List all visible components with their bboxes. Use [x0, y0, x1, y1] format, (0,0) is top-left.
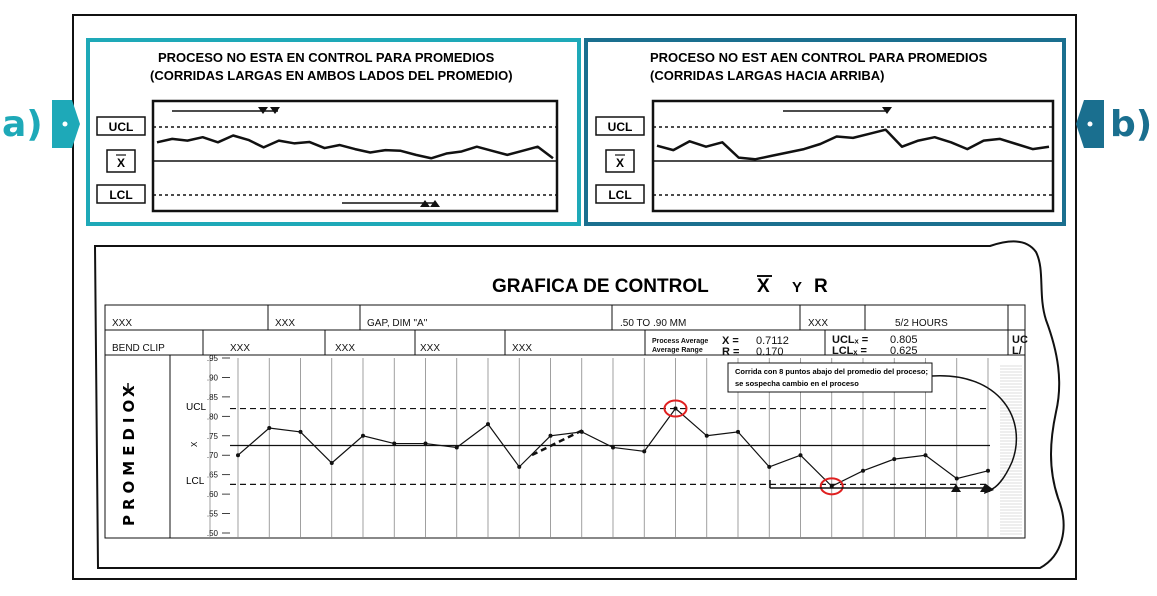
data-point: [642, 449, 646, 453]
data-point: [549, 434, 553, 438]
panel-b-title-2: (CORRIDAS LARGAS HACIA ARRIBA): [650, 68, 885, 83]
truncated-l: L/: [1012, 345, 1022, 357]
data-point: [799, 453, 803, 457]
form-title: GRAFICA DE CONTROL: [492, 276, 709, 297]
panel-b-title-1: PROCESO NO EST AEN CONTROL PARA PROMEDIOS: [650, 50, 988, 65]
data-point: [705, 434, 709, 438]
annotation-line-2: se sospecha cambio en el proceso: [735, 379, 859, 388]
panel-a-title-1: PROCESO NO ESTA EN CONTROL PARA PROMEDIOS: [158, 50, 495, 65]
operation-value: BEND CLIP: [112, 343, 165, 354]
pointer-b-dot: [1088, 122, 1093, 127]
data-point: [330, 461, 334, 465]
ytick-label: .55: [206, 509, 218, 519]
ytick-label: .65: [206, 470, 218, 480]
measurement-value: XXX: [512, 343, 533, 354]
ytick-label: .95: [206, 354, 218, 363]
ytick-label: .75: [206, 431, 218, 441]
characteristic-no-value: XXX: [275, 318, 296, 329]
lcl-value: 0.625: [890, 345, 918, 357]
form-title-y: Y: [792, 279, 803, 296]
truncated-uc: UC: [1012, 334, 1028, 346]
subgroup-size-value: XXX: [808, 318, 829, 329]
pointer-a-dot: [63, 122, 68, 127]
data-point: [299, 430, 303, 434]
lcl-tag: LCL: [186, 476, 205, 487]
label-b: b): [1110, 104, 1153, 145]
gage-value: XXX: [335, 343, 356, 354]
data-point: [674, 407, 678, 411]
data-point: [517, 465, 521, 469]
panel-a-xbar-label: X: [116, 156, 126, 170]
data-point: [767, 465, 771, 469]
panel-a-title-2: (CORRIDAS LARGAS EN AMBOS LADOS DEL PROMEDIO): [150, 68, 513, 83]
ytick-label: .60: [206, 490, 218, 500]
unit-value: XXX: [420, 343, 441, 354]
ucl-label: UCLₓ =: [832, 334, 869, 346]
xbar-value: 0.7112: [756, 335, 789, 347]
data-point: [455, 445, 459, 449]
data-point: [486, 422, 490, 426]
ucl-value: 0.805: [890, 334, 918, 346]
rbar-label: R =: [722, 346, 740, 358]
process-average-label: Process Average: [652, 338, 709, 345]
data-point: [986, 469, 990, 473]
part-name-value: XXX: [112, 318, 133, 329]
ucl-tag: UCL: [186, 402, 207, 413]
data-point: [361, 434, 365, 438]
ylabel-x: X: [120, 385, 138, 397]
panel-a-lcl-label: LCL: [109, 188, 133, 202]
data-point: [892, 457, 896, 461]
lcl-label: LCLₓ =: [832, 345, 867, 357]
form-title-x: X: [757, 276, 770, 297]
data-point: [924, 453, 928, 457]
ytick-label: .85: [206, 392, 218, 402]
panel-a-ucl-label: UCL: [108, 120, 134, 134]
panel-b-lcl-label: LCL: [608, 188, 632, 202]
characteristic-value: GAP, DIM "A": [367, 318, 428, 329]
data-point: [736, 430, 740, 434]
ytick-label: .50: [206, 529, 218, 538]
annotation-line-1: Corrida con 8 puntos abajo del promedio del proceso;: [735, 367, 928, 376]
frequency-value: 5/2 HOURS: [895, 318, 948, 329]
data-point: [267, 426, 271, 430]
rbar-value: 0.170: [756, 346, 784, 358]
xbar-tag: X: [190, 441, 199, 447]
data-point: [955, 477, 959, 481]
ylabel: PROMEDIO: [120, 394, 138, 526]
ytick-label: .90: [206, 373, 218, 383]
panel-b-xbar-label: X: [615, 156, 625, 170]
label-a: a): [2, 104, 43, 145]
form-title-r: R: [814, 276, 828, 297]
data-point: [424, 442, 428, 446]
data-point: [392, 442, 396, 446]
panel-b-ucl-label: UCL: [607, 120, 633, 134]
machine-value: XXX: [230, 343, 251, 354]
data-point: [611, 445, 615, 449]
specification-value: .50 TO .90 MM: [620, 318, 687, 329]
xbar-label: X =: [722, 335, 739, 347]
ytick-label: .80: [206, 412, 218, 422]
ytick-label: .70: [206, 451, 218, 461]
average-range-label: Average Range: [652, 347, 703, 354]
data-point: [236, 453, 240, 457]
data-point: [861, 469, 865, 473]
